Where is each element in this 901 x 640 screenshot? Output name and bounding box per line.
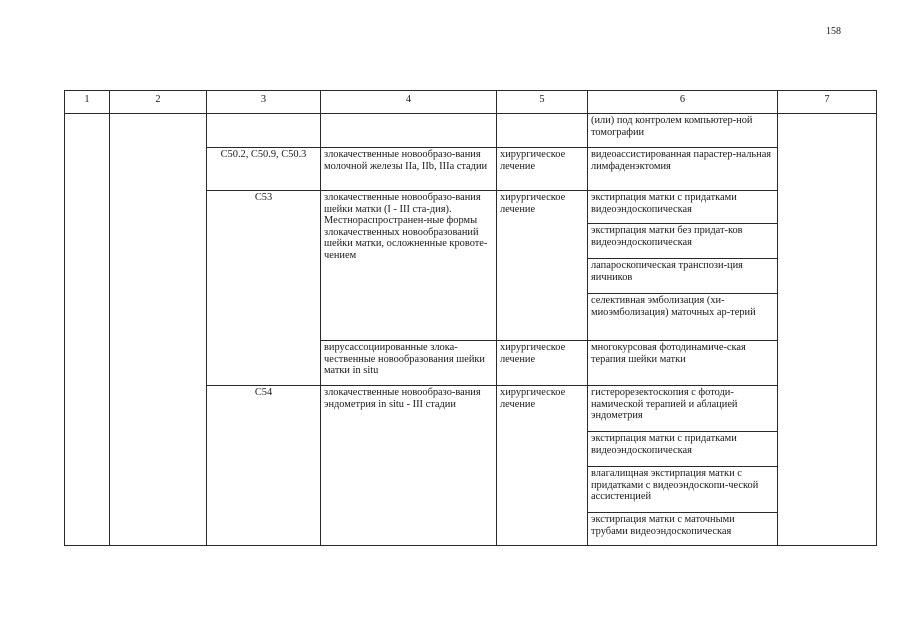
header-col-4: 4 <box>321 91 497 114</box>
cell-method: многокурсовая фотодинамиче-ская терапия шейки матки <box>588 341 778 386</box>
cell-method: селективная эмболизация (хи-миоэмболизация) маточных ар-терий <box>588 294 778 341</box>
cell-method: лапароскопическая транспози-ция яичников <box>588 259 778 294</box>
header-col-1: 1 <box>65 91 110 114</box>
header-col-2: 2 <box>110 91 207 114</box>
header-col-3: 3 <box>207 91 321 114</box>
cell-code: C54 <box>207 386 321 546</box>
cell-method: гистерорезектоскопия с фотоди-намической терапией и аблацией эндометрия <box>588 386 778 432</box>
page-number: 158 <box>826 26 841 37</box>
cell-diagnosis: злокачественные новообразо-вания молочной железы IIа, IIb, IIIа стадии <box>321 148 497 191</box>
cell-code: C50.2, C50.9, C50.3 <box>207 148 321 191</box>
header-row <box>65 91 877 114</box>
cell-method: экстирпация матки без придат-ков видеоэндоскопическая <box>588 224 778 259</box>
cell-treatment: хирургическое лечение <box>497 191 588 341</box>
cell-col-7 <box>778 114 877 546</box>
cell-col-1 <box>65 114 110 546</box>
cell-method: экстирпация матки с придатками видеоэндоскопическая <box>588 191 778 224</box>
header-col-5: 5 <box>497 91 588 114</box>
cell-treatment: хирургическое лечение <box>497 386 588 546</box>
cell-diagnosis: злокачественные новообразо-вания эндометрия in situ - III стадии <box>321 386 497 546</box>
header-col-7: 7 <box>778 91 877 114</box>
procedures-table <box>64 90 877 546</box>
cell-method: влагалищная экстирпация матки с придатками с видеоэндоскопи-ческой ассистенцией <box>588 467 778 513</box>
cell-treatment: хирургическое лечение <box>497 341 588 386</box>
cell-method: экстирпация матки с маточными трубами видеоэндоскопическая <box>588 513 778 546</box>
cell-col-2 <box>110 114 207 546</box>
cell-treatment: хирургическое лечение <box>497 148 588 191</box>
cell-diagnosis <box>321 114 497 148</box>
cell-treatment <box>497 114 588 148</box>
cell-diagnosis: вирусассоциированные злока-чественные новообразования шейки матки in situ <box>321 341 497 386</box>
cell-method: экстирпация матки с придатками видеоэндоскопическая <box>588 432 778 467</box>
header-col-6: 6 <box>588 91 778 114</box>
cell-code <box>207 114 321 148</box>
table-row <box>65 114 877 148</box>
cell-method: (или) под контролем компьютер-ной томографии <box>588 114 778 148</box>
cell-diagnosis: злокачественные новообразо-вания шейки матки (I - III ста-дия). Местнораспространен-ные формы злокачественных новообразований шейки матки, осложненные кровоте-чением <box>321 191 497 341</box>
cell-code: C53 <box>207 191 321 386</box>
cell-method: видеоассистированная парастер-нальная лимфаденэктомия <box>588 148 778 191</box>
